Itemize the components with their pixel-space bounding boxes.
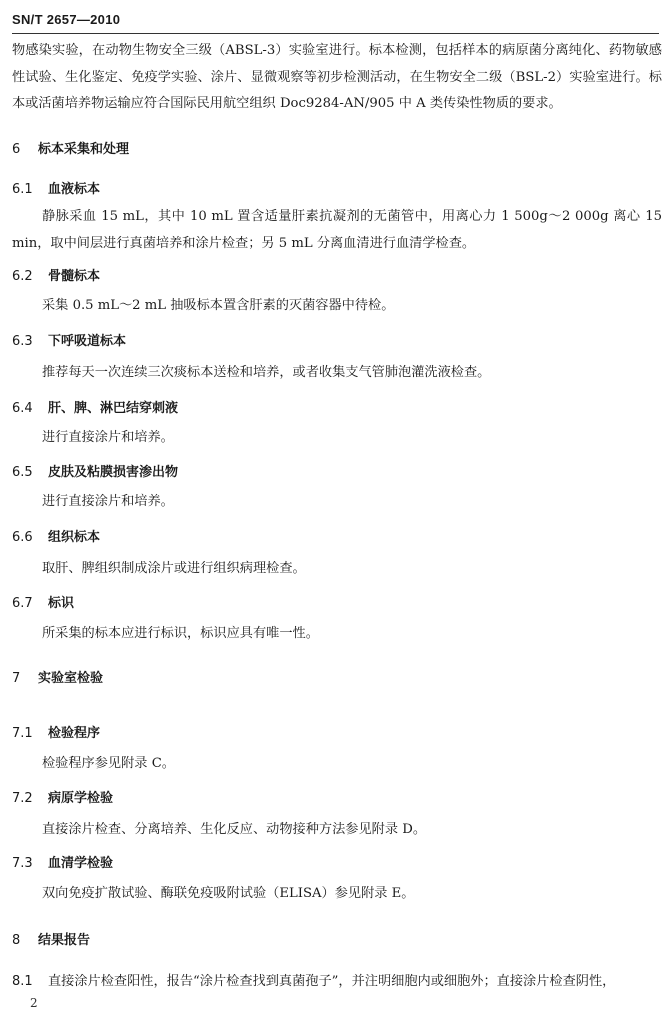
heading-section-7 — [12, 667, 103, 686]
paragraph-7-3: 双向免疫扩散试验、酶联免疫吸附试验（ELISA）参见附录 E。 — [42, 886, 415, 901]
section-number: 7.3 — [12, 856, 33, 871]
heading-section-6-3 — [12, 330, 126, 349]
section-title: 血清学检验 — [48, 856, 114, 871]
paragraph-6-7: 所采集的标本应进行标识，标识应具有唯一性。 — [42, 626, 319, 641]
section-number: 7 — [12, 671, 21, 686]
section-title: 下呼吸道标本 — [48, 334, 127, 349]
heading-section-6 — [12, 138, 129, 157]
section-title: 肝、脾、淋巴结穿刺液 — [48, 401, 179, 416]
section-title: 组织标本 — [48, 530, 101, 545]
section-title: 标识 — [48, 596, 75, 611]
clause-text: 直接涂片检查阳性，报告“涂片检查找到真菌孢子”，并注明细胞内或细胞外；直接涂片检查阴性， — [48, 974, 616, 989]
heading-section-8 — [12, 929, 90, 948]
paragraph-6-1: 静脉采血 15 mL，其中 10 mL 置含适量肝素抗凝剂的无菌管中，用离心力 1 500g～2 000g 离心 15 min，取中间层进行真菌培养和涂片检查；另 5 mL 分离血清进行血清学检查。 — [12, 209, 662, 251]
section-number: 6 — [12, 142, 21, 157]
heading-section-7-1 — [12, 722, 100, 741]
paragraph-6-3: 推荐每天一次连续三次痰标本送检和培养，或者收集支气管肺泡灌洗液检查。 — [42, 365, 491, 380]
section-number: 6.5 — [12, 465, 33, 480]
standard-code: SN/T 2657—2010 — [12, 12, 121, 27]
section-title: 结果报告 — [38, 933, 91, 948]
page-number: 2 — [30, 996, 38, 1010]
section-number: 6.2 — [12, 269, 33, 284]
paragraph-7-2: 直接涂片检查、分离培养、生化反应、动物接种方法参见附录 D。 — [42, 822, 427, 837]
section-number: 6.7 — [12, 596, 33, 611]
heading-section-6-4 — [12, 397, 178, 416]
paragraph-6-6: 取肝、脾组织制成涂片或进行组织病理检查。 — [42, 561, 306, 576]
intro-paragraph: 物感染实验，在动物生物安全三级（ABSL-3）实验室进行。标本检测，包括样本的病原菌分离纯化、药物敏感性试验、生化鉴定、免疫学实验、涂片、显微观察等初步检测活动，在生物安全二级（BSL-2）实验室进行。标本或活菌培养物运输应符合国际民用航空组织 Doc9284-AN/905 中 A 类传染性物质的要求。 — [12, 43, 662, 111]
section-number: 6.3 — [12, 334, 33, 349]
section-title: 检验程序 — [48, 726, 101, 741]
section-title: 骨髓标本 — [48, 269, 101, 284]
paragraph-6-2: 采集 0.5 mL～2 mL 抽吸标本置含肝素的灭菌容器中待检。 — [42, 298, 395, 313]
section-number: 6.6 — [12, 530, 33, 545]
paragraph-7-1: 检验程序参见附录 C。 — [42, 756, 175, 771]
heading-section-7-3 — [12, 852, 113, 871]
section-title: 标本采集和处理 — [38, 142, 130, 157]
clause-8-1 — [12, 970, 615, 989]
section-title: 血液标本 — [48, 182, 101, 197]
section-title: 实验室检验 — [38, 671, 104, 686]
section-title: 病原学检验 — [48, 791, 114, 806]
heading-section-6-2 — [12, 265, 100, 284]
section-number: 6.1 — [12, 182, 33, 197]
heading-section-6-1 — [12, 178, 100, 197]
section-number: 8 — [12, 933, 21, 948]
heading-section-6-5 — [12, 461, 178, 480]
heading-section-7-2 — [12, 787, 113, 806]
section-number: 8.1 — [12, 974, 33, 989]
heading-section-6-6 — [12, 526, 100, 545]
paragraph-6-5: 进行直接涂片和培养。 — [42, 494, 174, 509]
section-number: 7.2 — [12, 791, 33, 806]
heading-section-6-7 — [12, 592, 74, 611]
header-rule — [12, 33, 659, 34]
paragraph-6-4: 进行直接涂片和培养。 — [42, 430, 174, 445]
section-number: 6.4 — [12, 401, 33, 416]
section-title: 皮肤及粘膜损害渗出物 — [48, 465, 179, 480]
section-number: 7.1 — [12, 726, 33, 741]
